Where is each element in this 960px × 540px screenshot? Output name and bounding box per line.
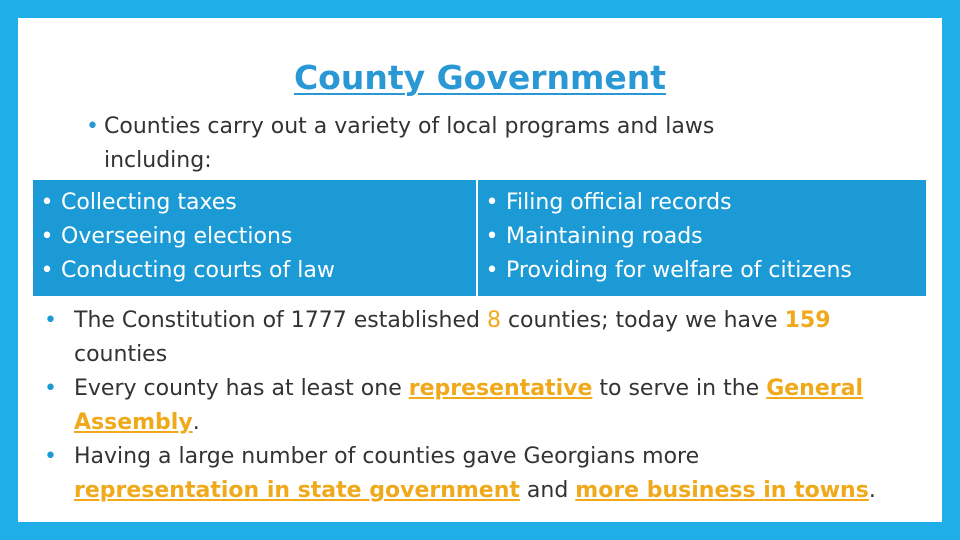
list-item: • Overseeing elections bbox=[33, 220, 476, 254]
list-item: • Maintaining roads bbox=[478, 220, 926, 254]
bullet-icon: • bbox=[40, 190, 54, 215]
highlight-8: 8 bbox=[486, 308, 501, 333]
list-item: • Collecting taxes bbox=[33, 186, 476, 220]
bullet-icon: • bbox=[485, 224, 499, 249]
programs-box bbox=[33, 180, 926, 296]
intro-bullet bbox=[86, 110, 846, 178]
general-assembly-term-cont: Assembly bbox=[74, 410, 193, 435]
highlight-159: 159 bbox=[784, 308, 831, 333]
fact-representative: • Every county has at least one representative to serve in the General Assembly. bbox=[44, 372, 904, 440]
general-assembly-term: General bbox=[766, 376, 863, 401]
title-text: County Government bbox=[293, 58, 667, 97]
intro-line-2: including: bbox=[104, 148, 212, 173]
representative-term: representative bbox=[408, 376, 593, 401]
bullet-icon: • bbox=[485, 190, 499, 215]
list-item: • Providing for welfare of citizens bbox=[478, 254, 926, 288]
bullet-icon: • bbox=[40, 258, 54, 283]
list-item: • Conducting courts of law bbox=[33, 254, 476, 288]
business-term: more business in towns bbox=[575, 478, 869, 503]
bullet-icon: • bbox=[40, 224, 54, 249]
bullet-icon: • bbox=[86, 114, 99, 139]
representation-term: representation in state government bbox=[74, 478, 520, 503]
slide-title bbox=[0, 58, 960, 97]
list-item: • Filing official records bbox=[478, 186, 926, 220]
intro-line-1: Counties carry out a variety of local programs and laws bbox=[104, 114, 715, 139]
bullet-icon: • bbox=[44, 376, 57, 401]
fact-counties-number: • Having a large number of counties gave Georgians more representation in state government and more business in towns. bbox=[44, 440, 904, 508]
bullet-icon: • bbox=[485, 258, 499, 283]
facts-list bbox=[44, 304, 904, 508]
fact-constitution: • The Constitution of 1777 established 8 counties; today we have 159 counties bbox=[44, 304, 904, 372]
programs-right-column bbox=[478, 180, 926, 296]
bullet-icon: • bbox=[44, 444, 57, 469]
bullet-icon: • bbox=[44, 308, 57, 333]
programs-left-column bbox=[33, 180, 478, 296]
